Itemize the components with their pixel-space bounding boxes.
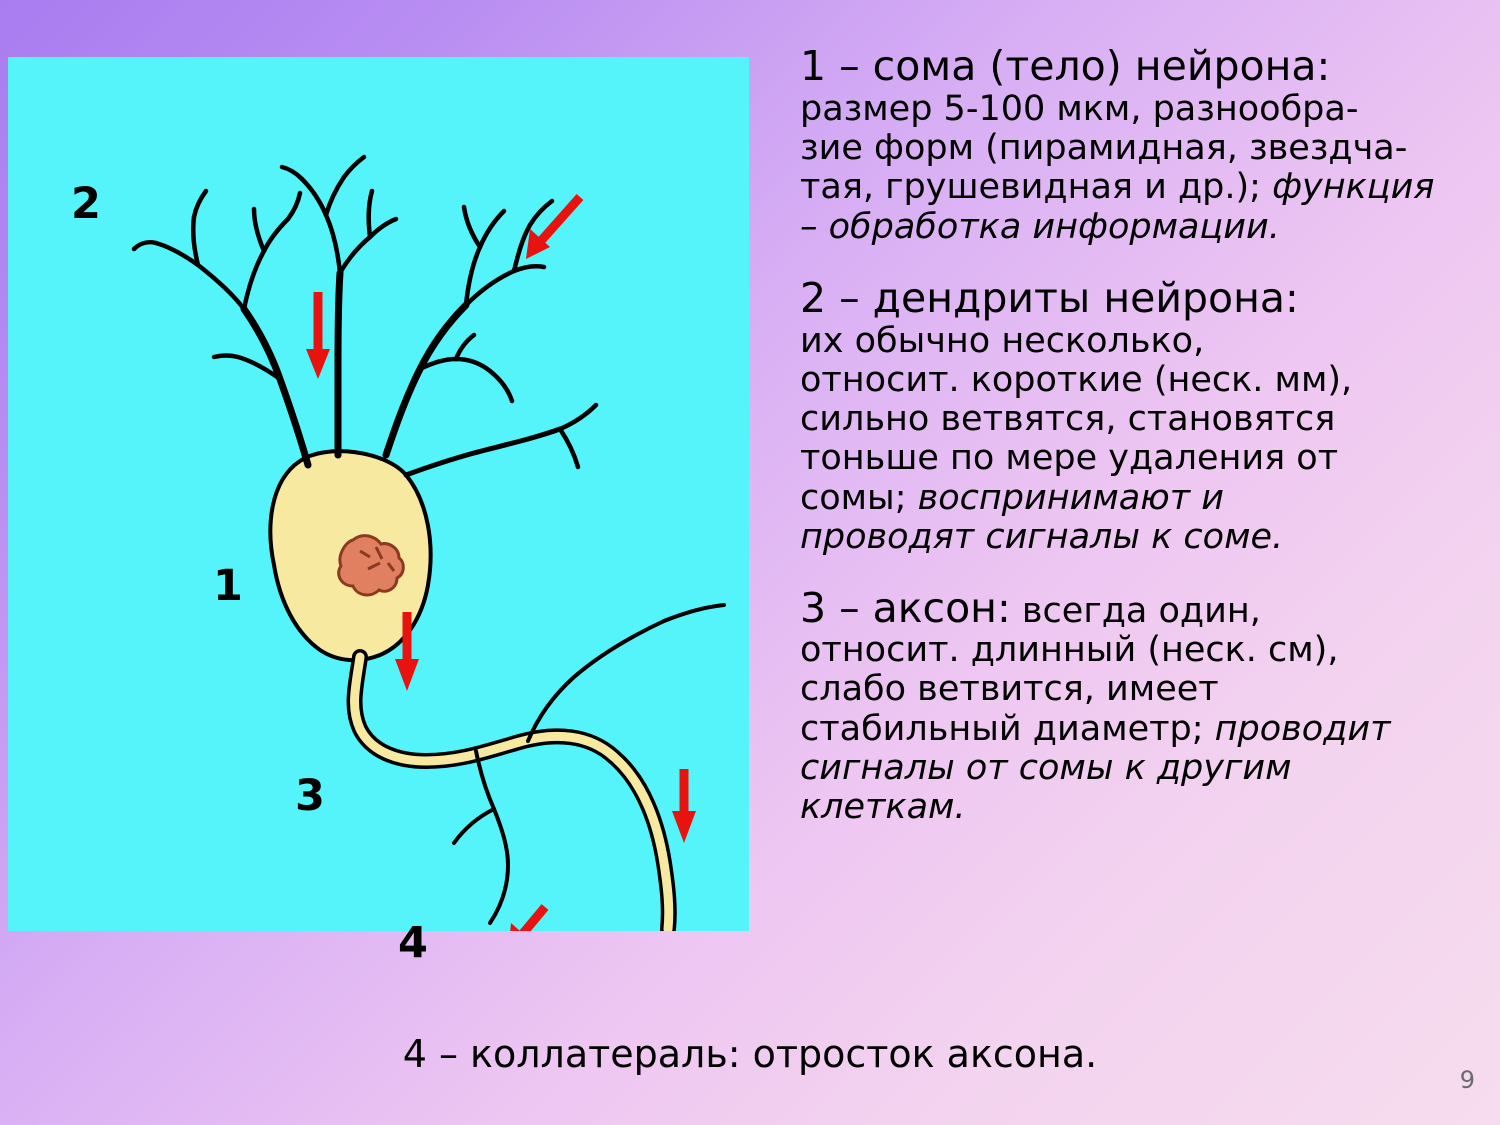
item-2-line-6-italic: проводят сигналы к соме.	[800, 516, 1284, 557]
item-2-line-5-italic: воспринимают и	[917, 477, 1224, 518]
dendrites	[134, 157, 596, 475]
item-1-line-3-italic: функция	[1272, 167, 1435, 208]
neuron-illustration	[8, 57, 749, 931]
item-4-collateral: 4 – коллатераль: отросток аксона.	[402, 1032, 1098, 1076]
item-1-line-2: зие форм (пирамидная, звездча-	[800, 128, 1408, 169]
item-3-heading: 3 – аксон:	[800, 583, 1011, 632]
arrow-collateral	[508, 907, 545, 931]
arrow-dendrite-right	[526, 197, 580, 259]
item-1-soma	[800, 42, 1480, 247]
item-3-line-1: относит. длинный (неск. см),	[800, 630, 1339, 671]
axon	[355, 657, 669, 929]
item-3-line-5-italic: клеткам.	[800, 786, 966, 827]
item-2-heading: 2 – дендриты нейрона:	[800, 273, 1299, 322]
item-2-dendrites	[800, 273, 1480, 557]
item-1-line-1: размер 5-100 мкм, разнообра-	[800, 89, 1359, 130]
item-2-line-5: сомы;	[800, 477, 918, 518]
item-3-axon	[800, 583, 1480, 827]
diagram-label-3: 3	[295, 771, 325, 821]
item-1-body	[800, 90, 1480, 247]
item-2-line-4: тоньше по мере удаления от	[800, 438, 1339, 479]
item-2-line-2: относит. короткие (неск. мм),	[800, 360, 1353, 401]
page-number: 9	[1459, 1066, 1475, 1094]
arrow-dendrite-left	[306, 292, 330, 379]
arrow-axon	[672, 769, 696, 843]
diagram-label-1: 1	[213, 561, 243, 611]
item-3-line-2: слабо ветвится, имеет	[800, 669, 1219, 710]
item-3-line-3: стабильный диаметр;	[800, 708, 1215, 749]
item-3-line-4-italic: сигналы от сомы к другим	[800, 747, 1292, 788]
item-3-body	[800, 583, 1480, 827]
item-1-heading: 1 – сома (тело) нейрона:	[800, 42, 1331, 90]
neuron-diagram-panel	[8, 57, 749, 968]
diagram-label-2: 2	[71, 179, 101, 229]
collateral	[454, 605, 724, 923]
diagram-label-4: 4	[398, 918, 428, 968]
item-1-line-4-italic: – обработка информации.	[800, 206, 1280, 247]
item-3-line-3-italic: проводит	[1214, 708, 1391, 749]
axon-outline	[355, 657, 669, 929]
item-2-body	[800, 322, 1480, 557]
item-2-line-3: сильно ветвятся, становятся	[800, 399, 1336, 440]
item-2-line-1: их обычно несколько,	[800, 320, 1205, 361]
item-3-heading-rest: всегда один,	[1010, 590, 1261, 631]
description-column	[800, 42, 1480, 857]
item-1-line-3: тая, грушевидная и др.);	[800, 167, 1273, 208]
